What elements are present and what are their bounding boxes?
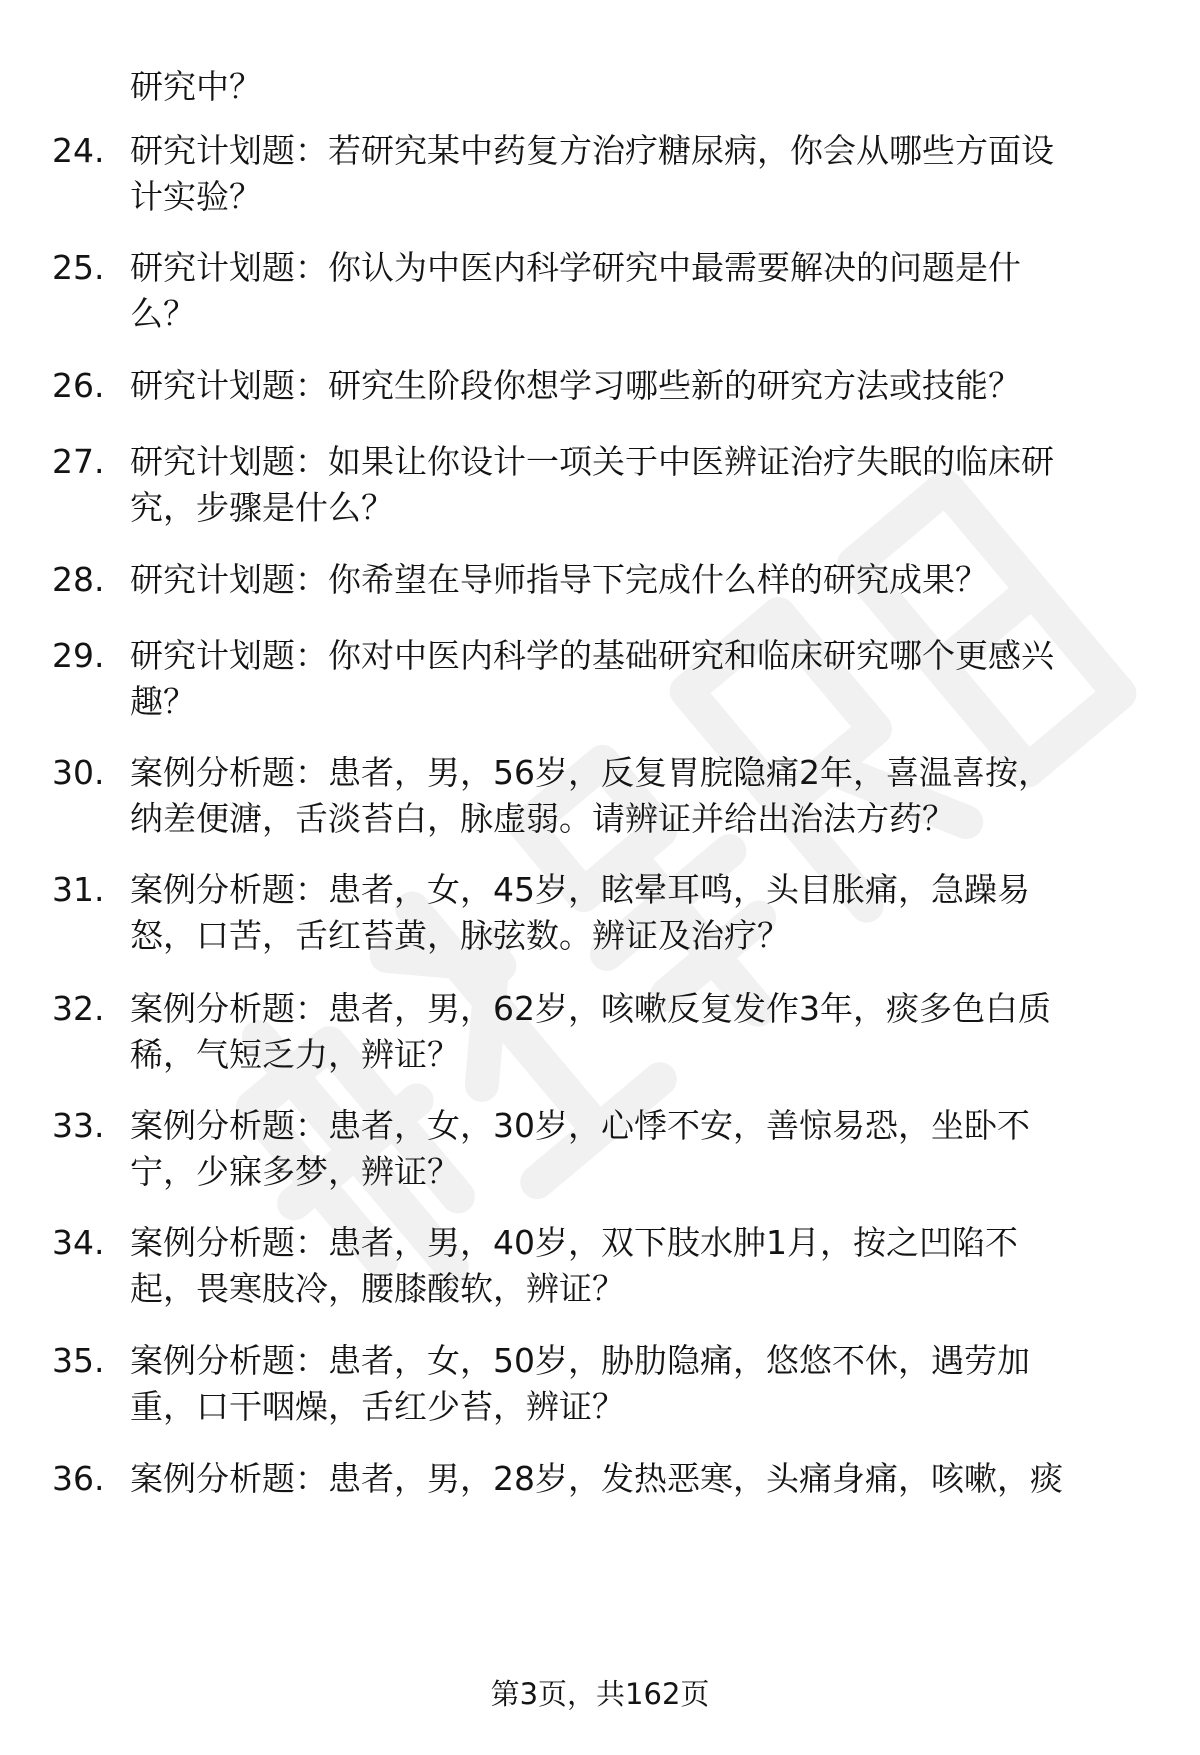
question-text-line: 案例分析题：患者，女，30岁，心悸不安，善惊易恐，坐卧不 xyxy=(130,1106,1030,1145)
question-text-line: 纳差便溏，舌淡苔白，脉虚弱。请辨证并给出治法方药？ xyxy=(130,799,955,838)
question-text-line: 计实验？ xyxy=(130,177,262,216)
question-number: 31. xyxy=(52,870,105,909)
question-text-line: 怒，口苦，舌红苔黄，脉弦数。辨证及治疗？ xyxy=(130,916,790,955)
question-text-line: 研究计划题：研究生阶段你想学习哪些新的研究方法或技能？ xyxy=(130,366,1021,405)
question-text-line: 起，畏寒肢冷，腰膝酸软，辨证？ xyxy=(130,1269,625,1308)
question-text-line: 稀，气短乏力，辨证？ xyxy=(130,1035,460,1074)
question-number: 24. xyxy=(52,131,105,170)
question-text-line: 宁，少寐多梦，辨证？ xyxy=(130,1152,460,1191)
question-text-line: 案例分析题：患者，女，50岁，胁肋隐痛，悠悠不休，遇劳加 xyxy=(130,1341,1030,1380)
question-text-line: 案例分析题：患者，女，45岁，眩晕耳鸣，头目胀痛，急躁易 xyxy=(130,870,1030,909)
question-text-line: 案例分析题：患者，男，56岁，反复胃脘隐痛2年，喜温喜按， xyxy=(130,753,1051,792)
question-number: 27. xyxy=(52,442,105,481)
question-number: 26. xyxy=(52,366,105,405)
question-text-line: 研究计划题：如果让你设计一项关于中医辨证治疗失眠的临床研 xyxy=(130,442,1054,481)
question-number: 33. xyxy=(52,1106,105,1145)
question-text-line: 么？ xyxy=(130,294,196,333)
question-number: 28. xyxy=(52,560,105,599)
question-number: 29. xyxy=(52,636,105,675)
question-number: 30. xyxy=(52,753,105,792)
question-text-line: 重，口干咽燥，舌红少苔，辨证？ xyxy=(130,1387,625,1426)
question-number: 35. xyxy=(52,1341,105,1380)
question-number: 36. xyxy=(52,1459,105,1498)
question-text-line: 研究计划题：你对中医内科学的基础研究和临床研究哪个更感兴 xyxy=(130,636,1054,675)
question-text-line: 研究计划题：你认为中医内科学研究中最需要解决的问题是什 xyxy=(130,248,1021,287)
continuation-text: 研究中？ xyxy=(130,67,262,106)
page-footer: 第3页，共162页 xyxy=(490,1677,710,1711)
question-number: 34. xyxy=(52,1223,105,1262)
question-text-line: 趣？ xyxy=(130,682,196,721)
question-number: 25. xyxy=(52,248,105,287)
question-number: 32. xyxy=(52,989,105,1028)
question-text-line: 研究计划题：你希望在导师指导下完成什么样的研究成果？ xyxy=(130,560,988,599)
question-text-line: 案例分析题：患者，男，40岁，双下肢水肿1月，按之凹陷不 xyxy=(130,1223,1018,1262)
question-text-line: 研究计划题：若研究某中药复方治疗糖尿病，你会从哪些方面设 xyxy=(130,131,1054,170)
question-text-line: 究，步骤是什么？ xyxy=(130,488,394,527)
question-text-line: 案例分析题：患者，男，62岁，咳嗽反复发作3年，痰多色白质 xyxy=(130,989,1051,1028)
question-text-line: 案例分析题：患者，男，28岁，发热恶寒，头痛身痛，咳嗽，痰 xyxy=(130,1459,1063,1498)
